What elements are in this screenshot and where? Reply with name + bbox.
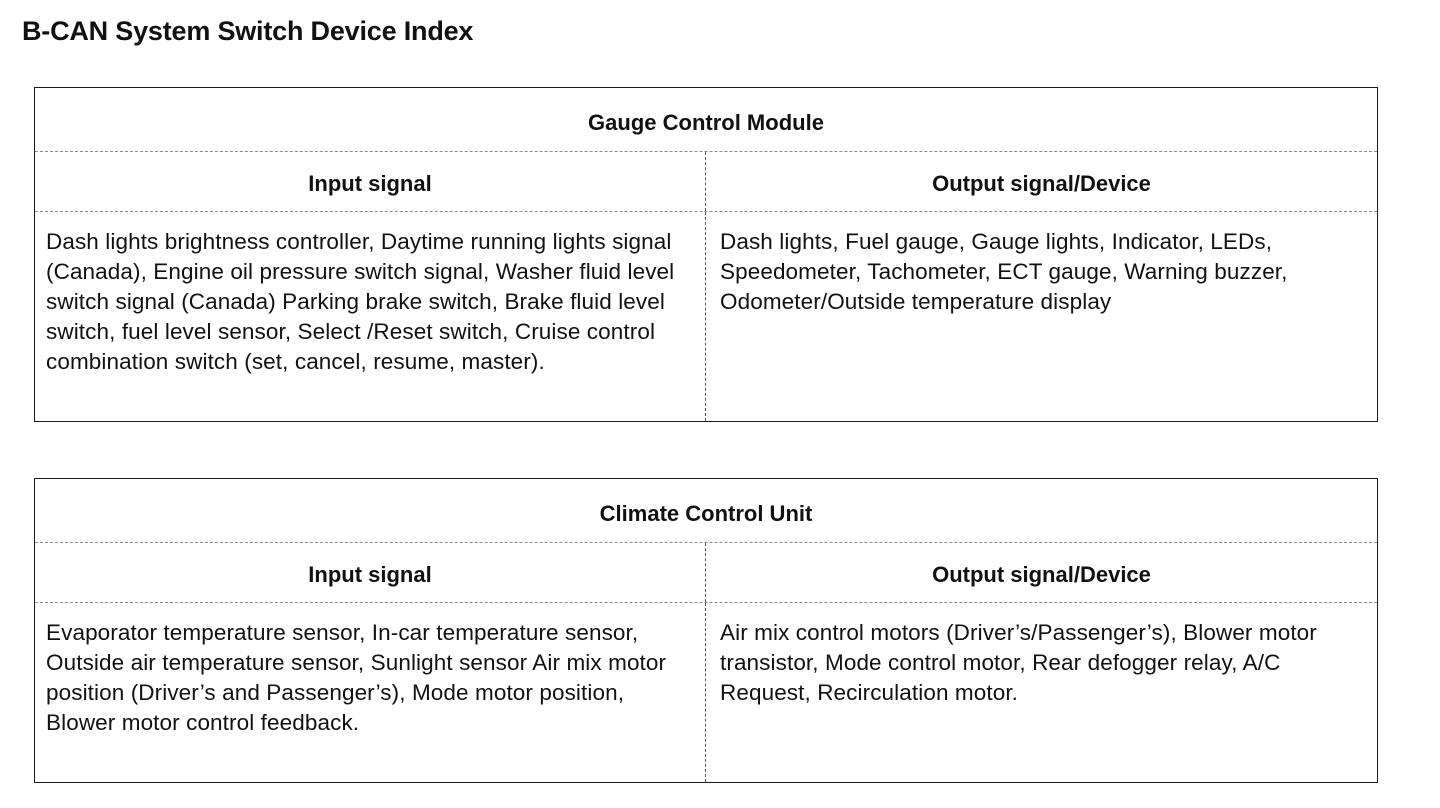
output-signal-cell: Air mix control motors (Driver’s/Passenger’s), Blower motor transistor, Mode control motor, Rear defogger relay, A/C Request, Recirculation motor. (720, 620, 1317, 705)
gauge-control-module-table (34, 87, 1378, 422)
climate-control-unit-table (34, 478, 1378, 783)
table-title: Gauge Control Module (35, 88, 1377, 152)
input-signal-header: Input signal (35, 152, 706, 211)
table-row (35, 603, 1377, 782)
input-signal-cell: Dash lights brightness controller, Daytime running lights signal (Canada), Engine oil pressure switch signal, Washer fluid level switch signal (Canada) Parking brake switch, Brake fluid level switch, fuel level sensor, Select /Reset switch, Cruise control combination switch (set, cancel, resume, master). (35, 212, 706, 421)
output-signal-header: Output signal/Device (932, 562, 1151, 587)
column-header-row (35, 543, 1377, 603)
table-row (35, 212, 1377, 421)
page-title: B-CAN System Switch Device Index (22, 16, 474, 46)
table-title: Climate Control Unit (35, 479, 1377, 543)
column-header-row (35, 152, 1377, 212)
output-signal-cell: Dash lights, Fuel gauge, Gauge lights, Indicator, LEDs, Speedometer, Tachometer, ECT gauge, Warning buzzer, Odometer/Outside temperature display (720, 229, 1288, 314)
output-signal-header: Output signal/Device (932, 171, 1151, 196)
input-signal-cell: Evaporator temperature sensor, In-car temperature sensor, Outside air temperature sensor, Sunlight sensor Air mix motor position (Driver’s and Passenger’s), Mode motor position, Blower motor control feedback. (35, 603, 706, 782)
input-signal-header: Input signal (35, 543, 706, 602)
